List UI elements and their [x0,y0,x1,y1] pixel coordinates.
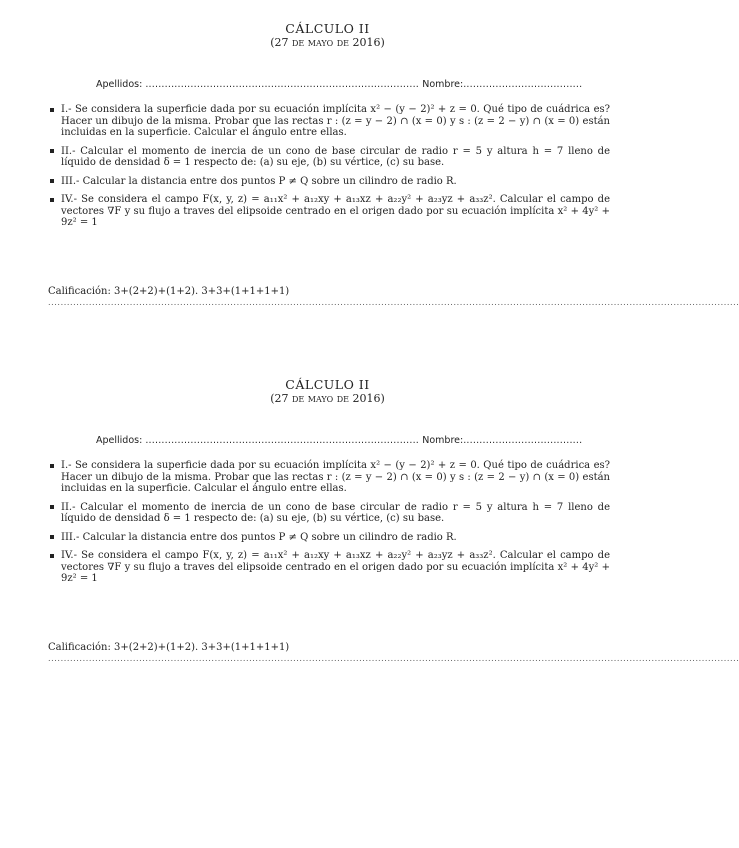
surname-blank: ..................................................................................... [145,79,423,90]
grading-line: Calificación: 3+(2+2)+(1+2). 3+3+(1+1+1+1) [48,286,290,297]
exam-sheet-2 [0,377,739,708]
problem-item [50,532,610,544]
name-label: Nombre: [422,79,464,90]
problem-item [50,146,610,169]
problem-text: I.- Se considera la superficie dada por su ecuación implícita x² − (y − 2)² + z = 0. Qué tipo de cuádrica es? Hacer un dibujo de la misma. Probar que las rectas r : (z = y − 2) ∩ (x = 0) y s : (z = 2 − y) ∩ (x = 0) están incluidas en la superficie. Calcular el ángulo entre ellas. [61,460,610,494]
problem-text: III.- Calcular la distancia entre dos puntos P ≠ Q sobre un cilindro de radio R. [61,175,457,187]
bullet-icon [50,149,54,153]
problem-list [50,104,610,236]
problem-text: II.- Calcular el momento de inercia de un cono de base circular de radio r = 5 y altura h = 7 lleno de líquido de densidad δ = 1 respecto de: (a) su eje, (b) su vértice, (c) su base. [61,145,610,168]
surname-label: Apellidos: [96,79,143,90]
bullet-icon [50,198,54,202]
exam-date: (27 de mayo de 2016) [270,36,385,49]
name-blank: ..................................... [463,79,583,90]
surname-label: Apellidos: [96,435,143,446]
signature-line: ............................................................................................................................................................................................................................ [48,654,739,663]
problem-item [50,460,610,495]
bullet-icon [50,535,54,539]
bullet-icon [50,108,54,112]
problem-text: I.- Se considera la superficie dada por su ecuación implícita x² − (y − 2)² + z = 0. Qué tipo de cuádrica es? Hacer un dibujo de la misma. Probar que las rectas r : (z = y − 2) ∩ (x = 0) y s : (z = 2 − y) ∩ (x = 0) están incluidas en la superficie. Calcular el ángulo entre ellas. [61,104,610,138]
problem-text: IV.- Se considera el campo F(x, y, z) = a₁₁x² + a₁₂xy + a₁₃xz + a₂₂y² + a₂₃yz + a₃₃z². Calcular el campo de vectores ∇F y su flujo a traves del elipsoide centrado en el origen dado por su ecuación implícita x² + 4y² + 9z² = 1 [61,194,610,228]
exam-sheet-1 [0,21,739,352]
bullet-icon [50,464,54,468]
problem-text: III.- Calcular la distancia entre dos puntos P ≠ Q sobre un cilindro de radio R. [61,531,457,543]
name-blank: ..................................... [463,435,583,446]
grading-line: Calificación: 3+(2+2)+(1+2). 3+3+(1+1+1+1) [48,642,290,653]
name-label: Nombre: [422,435,464,446]
surname-blank: ..................................................................................... [145,435,423,446]
exam-date: (27 de mayo de 2016) [270,392,385,405]
problem-text: II.- Calcular el momento de inercia de un cono de base circular de radio r = 5 y altura h = 7 lleno de líquido de densidad δ = 1 respecto de: (a) su eje, (b) su vértice, (c) su base. [61,501,610,524]
problem-list [50,460,610,592]
problem-item [50,176,610,188]
name-row [96,435,583,447]
problem-item [50,104,610,139]
bullet-icon [50,179,54,183]
problem-item [50,550,610,585]
bullet-icon [50,554,54,558]
problem-item [50,502,610,525]
exam-title: CÁLCULO II [285,21,370,36]
name-row [96,79,583,91]
signature-line: ............................................................................................................................................................................................................................ [48,298,739,307]
exam-title: CÁLCULO II [285,377,370,392]
problem-item [50,194,610,229]
bullet-icon [50,505,54,509]
problem-text: IV.- Se considera el campo F(x, y, z) = a₁₁x² + a₁₂xy + a₁₃xz + a₂₂y² + a₂₃yz + a₃₃z². Calcular el campo de vectores ∇F y su flujo a traves del elipsoide centrado en el origen dado por su ecuación implícita x² + 4y² + 9z² = 1 [61,550,610,584]
